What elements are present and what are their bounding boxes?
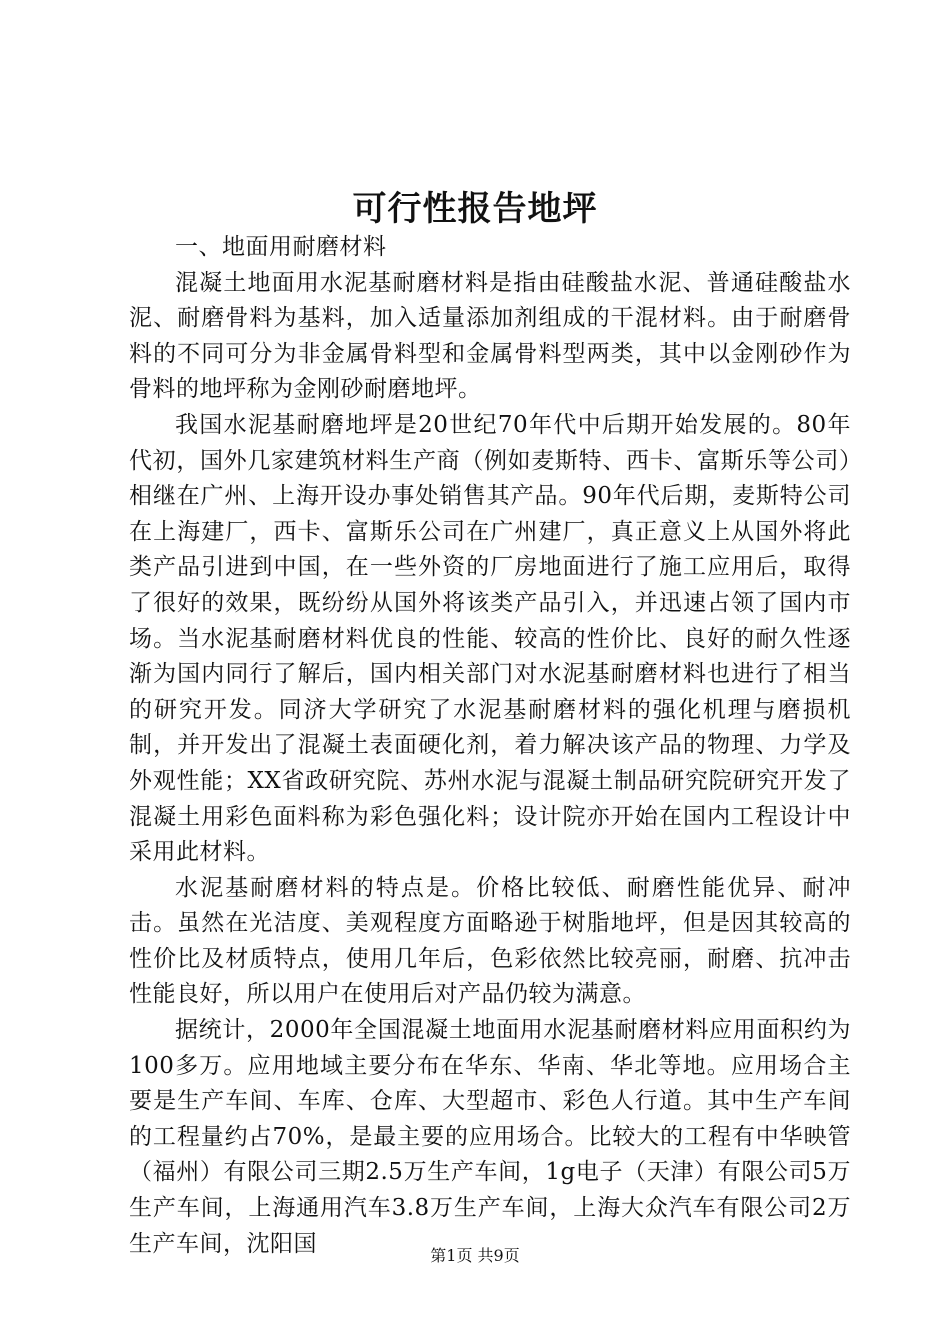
page-footer: 第1页 共9页	[430, 1246, 520, 1265]
paragraph-history: 我国水泥基耐磨地坪是20世纪70年代中后期开始发展的。80年代初，国外几家建筑材料生产商（例如麦斯特、西卡、富斯乐等公司）相继在广州、上海开设办事处销售其产品。90年代后期，麦斯特公司在上海建厂，西卡、富斯乐公司在广州建厂，真正意义上从国外将此类产品引进到中国，在一些外资的厂房地面进行了施工应用后，取得了很好的效果，既纷纷从国外将该类产品引入，并迅速占领了国内市场。当水泥基耐磨材料优良的性能、较高的性价比、良好的耐久性逐渐为国内同行了解后，国内相关部门对水泥基耐磨材料也进行了相当的研究开发。同济大学研究了水泥基耐磨材料的强化机理与磨损机制，并开发出了混凝土表面硬化剂，着力解决该产品的物理、力学及外观性能；XX省政研究院、苏州水泥与混凝土制品研究院研究开发了混凝土用彩色面料称为彩色强化料；设计院亦开始在国内工程设计中采用此材料。	[129, 411, 851, 866]
section-heading: 一、地面用耐磨材料	[175, 234, 387, 260]
document-body	[129, 230, 851, 1262]
document-title: 可行性报告地坪	[352, 189, 598, 229]
paragraph-statistics: 据统计，2000年全国混凝土地面用水泥基耐磨材料应用面积约为100多万。应用地域主要分布在华东、华南、华北等地。应用场合主要是生产车间、车库、仓库、大型超市、彩色人行道。其中生产车间的工程量约占70%，是最主要的应用场合。比较大的工程有中华映管（福州）有限公司三期2.5万生产车间，1g电子（天津）有限公司5万生产车间，上海通用汽车3.8万生产车间，上海大众汽车有限公司2万生产车间，沈阳国	[129, 1017, 851, 1257]
paragraph-definition: 混凝土地面用水泥基耐磨材料是指由硅酸盐水泥、普通硅酸盐水泥、耐磨骨料为基料，加入适量添加剂组成的干混材料。由于耐磨骨料的不同可分为非金属骨料型和金属骨料型两类，其中以金刚砂作为骨料的地坪称为金刚砂耐磨地坪。	[129, 269, 851, 403]
paragraph-features: 水泥基耐磨材料的特点是。价格比较低、耐磨性能优异、耐冲击。虽然在光洁度、美观程度方面略逊于树脂地坪，但是因其较高的性价比及材质特点，使用几年后，色彩依然比较亮丽，耐磨、抗冲击性能良好，所以用户在使用后对产品仍较为满意。	[129, 874, 851, 1008]
